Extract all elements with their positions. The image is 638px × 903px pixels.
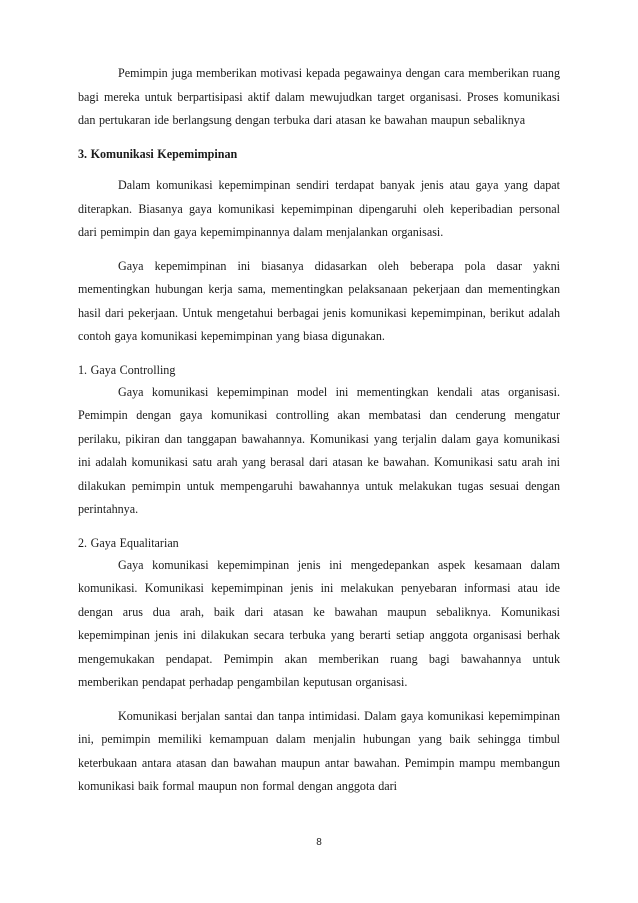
paragraph-pola-dasar: Gaya kepemimpinan ini biasanya didasarkan oleh beberapa pola dasar yakni mementingkan hubungan kerja sama, mementingkan pelaksanaan pekerjaan dan mementingkan hasil dari pekerjaan. Untuk mengetahui berbagai jenis komunikasi kepemimpinan, berikut adalah contoh gaya komunikasi kepemimpinan yang biasa digunakan. [78,258,560,343]
paragraph-jenis-gaya: Dalam komunikasi kepemimpinan sendiri terdapat banyak jenis atau gaya yang dapat diterapkan. Biasanya gaya komunikasi kepemimpinan dipengaruhi oleh keperibadian personal dari pemimpin dan gaya kepemimpinannya dalam menjalankan organisasi. [78,178,560,239]
paragraph-komunikasi-santai: Komunikasi berjalan santai dan tanpa intimidasi. Dalam gaya komunikasi kepemimpinan ini, pemimpin memiliki kemampuan dalam menjalin hubungan yang baik sehingga timbul keterbukaan antara atasan dan bawahan maupun antar bawahan. Pemimpin mampu membangun komunikasi baik formal maupun non formal dengan anggota dari [78,708,560,793]
paragraph-motivasi: Pemimpin juga memberikan motivasi kepada pegawainya dengan cara memberikan ruang bagi mereka untuk berpartisipasi aktif dalam mewujudkan target organisasi. Proses komunikasi dan pertukaran ide berlangsung dengan terbuka dari atasan ke bawahan maupun sebaliknya [78,66,560,127]
page-body [78,62,560,799]
paragraph-equalitarian: Gaya komunikasi kepemimpinan jenis ini mengedepankan aspek kesamaan dalam komunikasi. Komunikasi kepemimpinan jenis ini melakukan penyebaran informasi atau ide dengan arus dua arah, baik dari atasan ke bawahan maupun sebaliknya. Komunikasi kepemimpinan jenis ini dilakukan secara terbuka yang berarti setiap anggota organisasi berhak mengemukakan pendapat. Pemimpin akan memberikan ruang bagi bawahannya untuk memberikan pendapat perhadap pengambilan keputusan organisasi. [78,557,560,689]
page-number: 8 [316,837,322,848]
subheading-gaya-controlling: 1. Gaya Controlling [78,362,176,377]
section-heading-komunikasi-kepemimpinan: 3. Komunikasi Kepemimpinan [78,146,238,161]
paragraph-controlling: Gaya komunikasi kepemimpinan model ini mementingkan kendali atas organisasi. Pemimpin dengan gaya komunikasi controlling akan membatasi dan cenderung mengatur perilaku, pikiran dan tanggapan bawahannya. Komunikasi yang terjalin dalam gaya komunikasi ini adalah komunikasi satu arah yang berasal dari atasan ke bawahan. Komunikasi satu arah ini dilakukan pemimpin untuk mempengaruhi bawahannya untuk melakukan tugas sesuai dengan perintahnya. [78,384,560,516]
subheading-gaya-equalitarian: 2. Gaya Equalitarian [78,535,179,550]
